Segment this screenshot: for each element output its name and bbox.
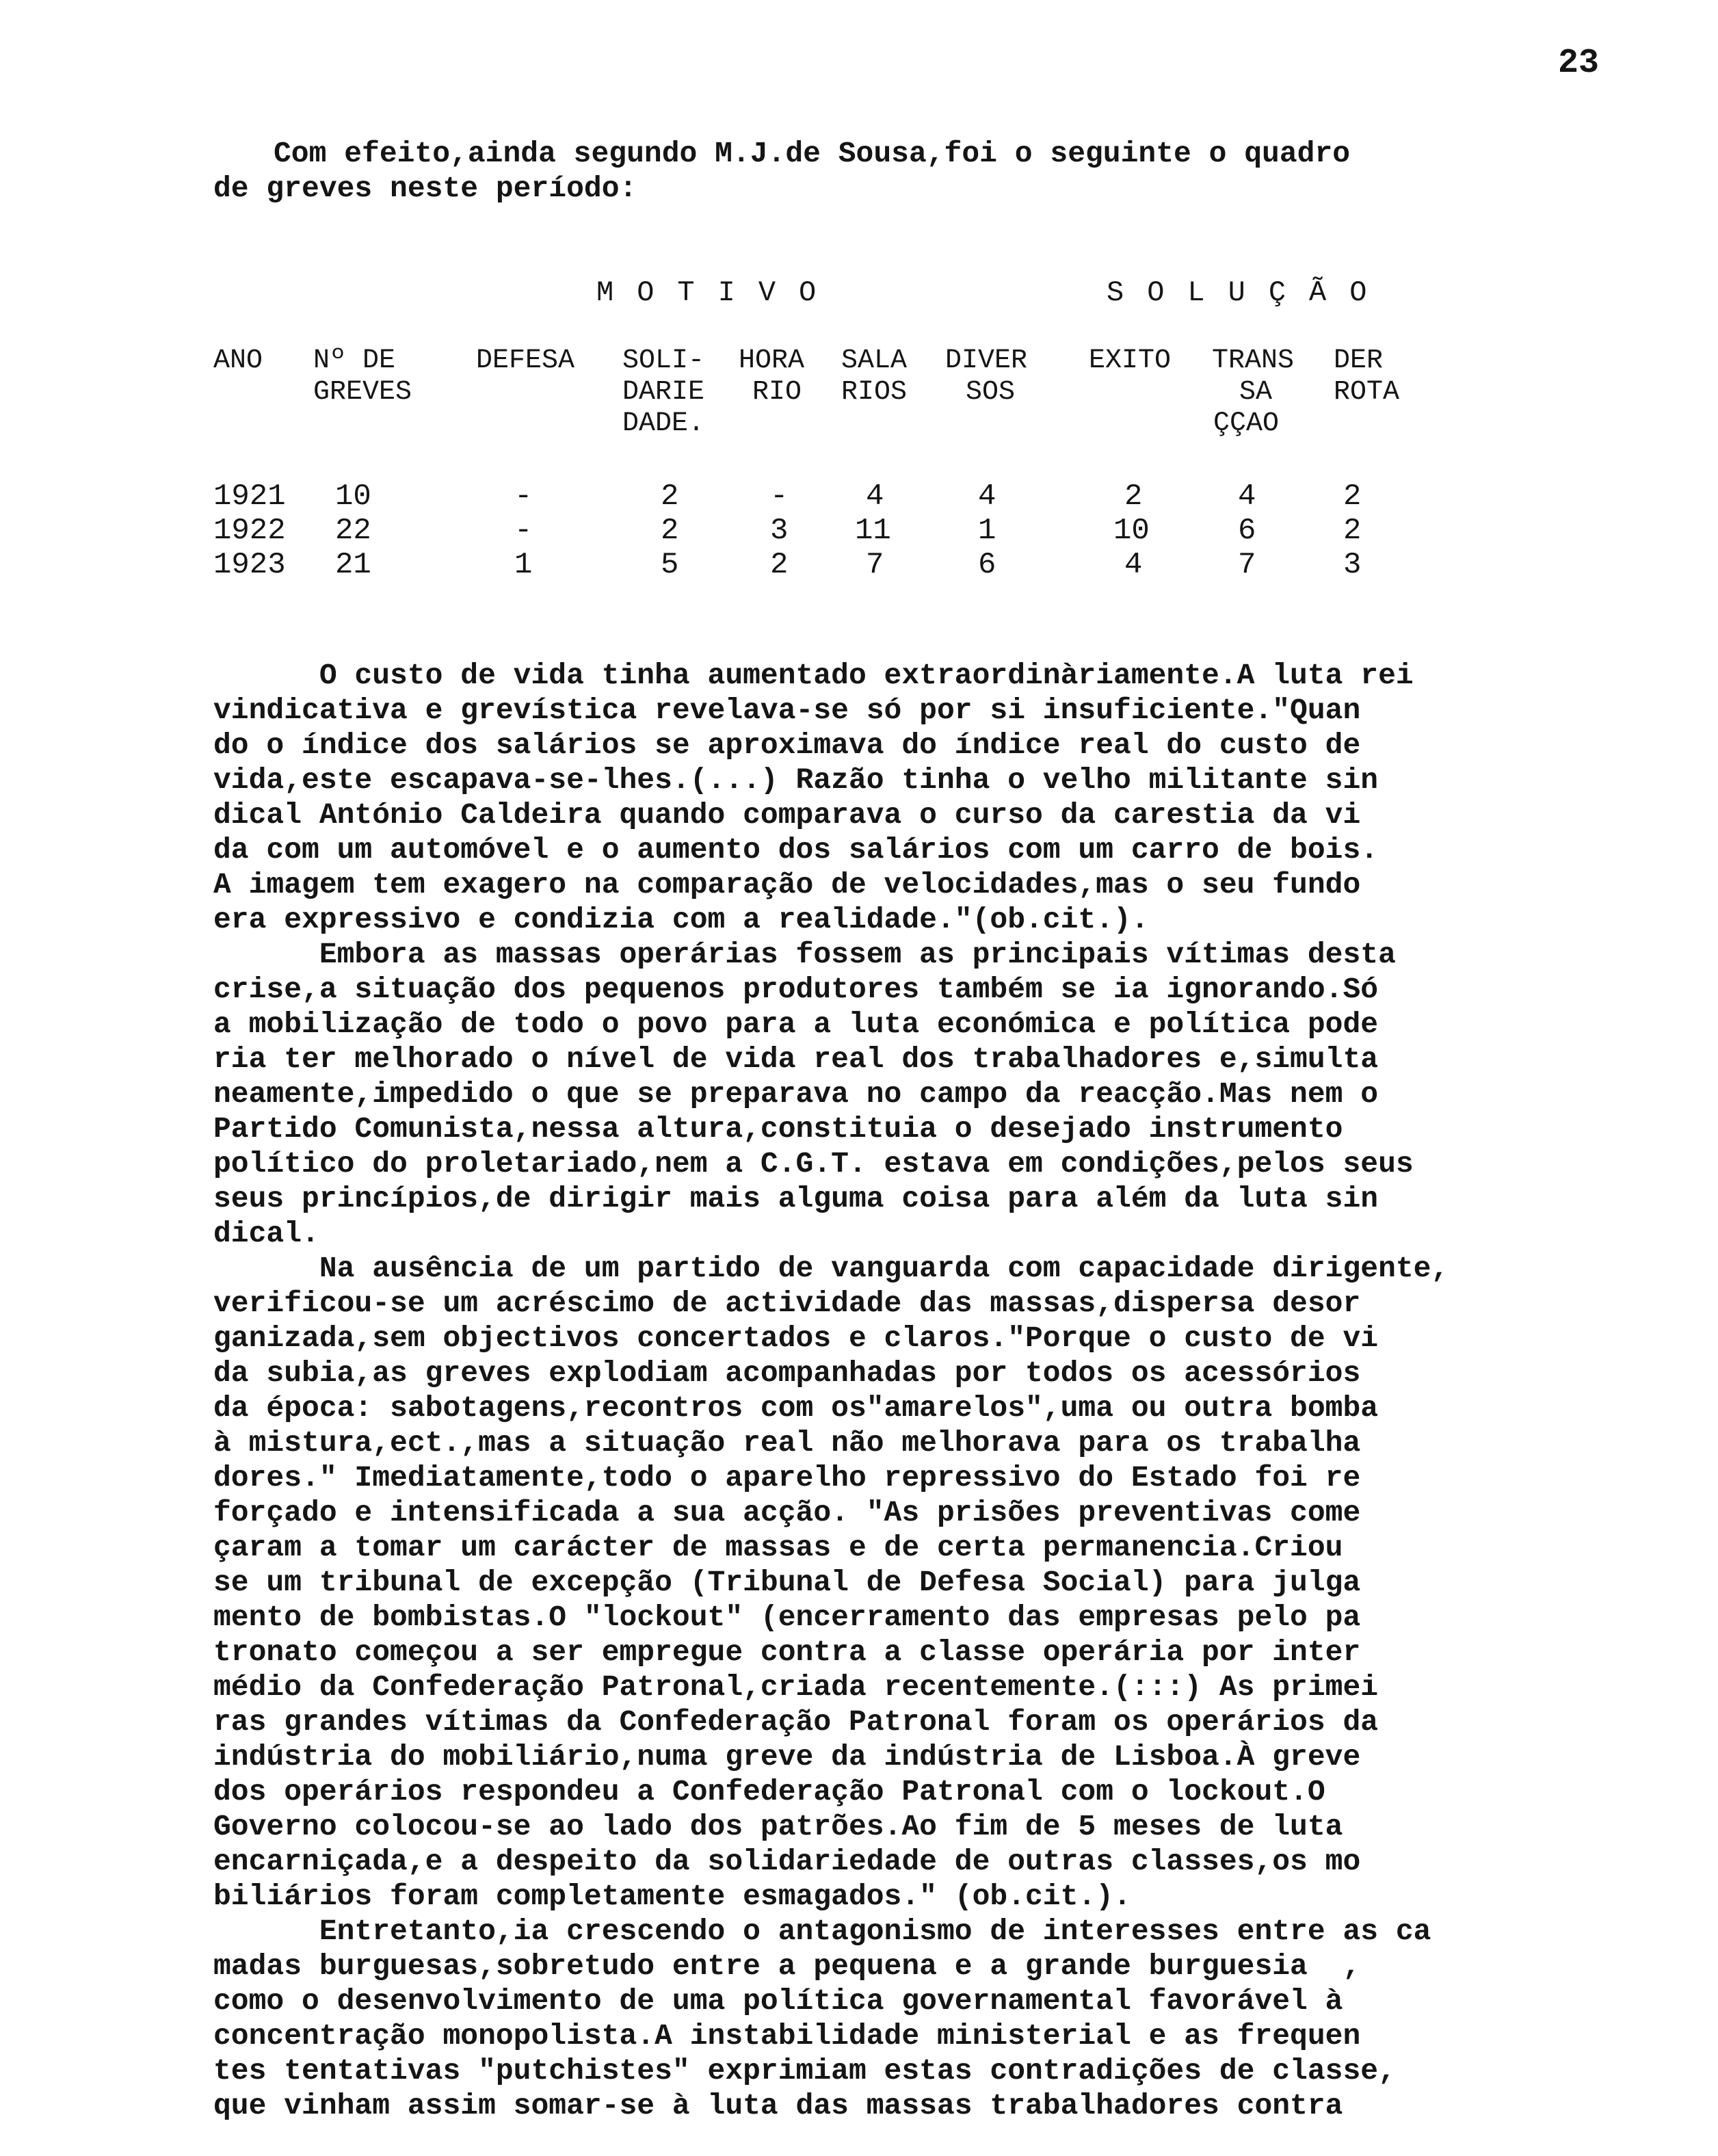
col-header-solidariedade-3: DADE. (622, 408, 705, 439)
body-line: político do proletariado,nem a C.G.T. estava em condições,pelos seus (213, 1147, 1414, 1181)
intro-line: de greves neste período: (213, 172, 637, 205)
body-line: ria ter melhorado o nível de vida real dos trabalhadores e,simulta (213, 1042, 1379, 1076)
col-header-salarios-2: RIOS (841, 377, 908, 408)
col-header-greves-1: Nº DE (313, 345, 396, 376)
body-line: dical António Caldeira quando comparava o curso da carestia da vi (213, 798, 1361, 832)
cell-transacao: 7 (1238, 548, 1256, 582)
body-line: era expressivo e condizia com a realidade."(ob.cit.). (213, 903, 1149, 936)
body-line: Governo colocou-se ao lado dos patrões.Ao fim de 5 meses de luta (213, 1810, 1343, 1843)
body-line: se um tribunal de excepção (Tribunal de Defesa Social) para julga (213, 1566, 1361, 1599)
col-header-diversos-1: DIVER (945, 345, 1028, 376)
cell-salarios: 11 (855, 514, 891, 548)
body-line: da subia,as greves explodiam acompanhadas por todos os acessórios (213, 1356, 1361, 1390)
body-line: biliários foram completamente esmagados." (ob.cit.). (213, 1880, 1131, 1913)
body-line: encarniçada,e a despeito da solidariedade de outras classes,os mo (213, 1845, 1361, 1878)
body-line: vindicativa e grevística revelava-se só por si insuficiente."Quan (213, 694, 1361, 727)
body-line: mento de bombistas.O "lockout" (encerramento das empresas pelo pa (213, 1601, 1361, 1634)
cell-ano: 1923 (213, 548, 286, 582)
body-line: como o desenvolvimento de uma política governamental favorável à (213, 1984, 1343, 2018)
strikes-table (205, 270, 1436, 592)
col-header-transacao-1: TRANS (1212, 345, 1295, 376)
body-line: dos operários respondeu a Confederação Patronal com o lockout.O (213, 1775, 1325, 1809)
body-line: da com um automóvel e o aumento dos salários com um carro de bois. (213, 833, 1379, 867)
body-line: que vinham assim somar-se à luta das massas trabalhadores contra (213, 2089, 1343, 2122)
cell-derrota: 2 (1343, 479, 1362, 514)
body-line: indústria do mobiliário,numa greve da indústria de Lisboa.À greve (213, 1740, 1361, 1774)
body-line: dical. (213, 1217, 319, 1250)
cell-ano: 1922 (213, 514, 286, 548)
col-header-ano: ANO (213, 345, 263, 376)
body-line: çaram a tomar um carácter de massas e de certa permanencia.Criou (213, 1531, 1343, 1564)
cell-exito: 4 (1124, 548, 1143, 582)
body-line: Embora as massas operárias fossem as principais vítimas desta (213, 938, 1396, 971)
col-header-derrota-2: ROTA (1334, 377, 1400, 408)
body-line: a mobilização de todo o povo para a luta económica e política pode (213, 1008, 1379, 1041)
body-line: Na ausência de um partido de vanguarda com capacidade dirigente, (213, 1252, 1449, 1285)
cell-solidariedade: 5 (661, 548, 679, 582)
body-line: Entretanto,ia crescendo o antagonismo de interesses entre as ca (213, 1915, 1431, 1948)
col-header-diversos-2: SOS (966, 377, 1016, 408)
cell-solidariedade: 2 (661, 514, 679, 548)
cell-solidariedade: 2 (661, 479, 679, 514)
body-line: do o índice dos salários se aproximava do índice real do custo de (213, 728, 1361, 762)
group-header-motivo: MOTIVO (596, 276, 840, 309)
col-header-transacao-3: ÇÇAO (1213, 408, 1280, 439)
cell-defesa: 1 (514, 548, 533, 582)
cell-defesa: - (514, 479, 533, 514)
cell-transacao: 6 (1238, 514, 1256, 548)
cell-derrota: 3 (1343, 548, 1362, 582)
cell-greves: 21 (335, 548, 371, 582)
body-line: forçado e intensificada a sua acção. "As prisões preventivas come (213, 1496, 1361, 1529)
body-line: dores." Imediatamente,todo o aparelho repressivo do Estado foi re (213, 1461, 1361, 1495)
cell-greves: 22 (335, 514, 371, 548)
cell-horario: 3 (770, 514, 789, 548)
cell-horario: 2 (770, 548, 789, 582)
cell-exito: 10 (1113, 514, 1150, 548)
body-line: à mistura,ect.,mas a situação real não melhorava para os trabalha (213, 1426, 1361, 1460)
cell-diversos: 6 (978, 548, 996, 582)
group-header-solucao: SOLUÇÃO (1107, 276, 1390, 309)
cell-salarios: 4 (866, 479, 884, 514)
body-line: A imagem tem exagero na comparação de velocidades,mas o seu fundo (213, 868, 1361, 902)
col-header-exito: EXITO (1089, 345, 1172, 376)
body-line: concentração monopolista.A instabilidade ministerial e as frequen (213, 2019, 1361, 2053)
intro-line: Com efeito,ainda segundo M.J.de Sousa,foi o seguinte o quadro (274, 137, 1351, 170)
col-header-solidariedade-1: SOLI- (622, 345, 705, 376)
body-line: O custo de vida tinha aumentado extraordinàriamente.A luta rei (213, 659, 1414, 692)
cell-derrota: 2 (1343, 514, 1362, 548)
cell-defesa: - (514, 514, 533, 548)
body-line: médio da Confederação Patronal,criada recentemente.(:::) As primei (213, 1670, 1379, 1704)
cell-horario: - (770, 479, 789, 514)
body-line: madas burguesas,sobretudo entre a pequena e a grande burguesia , (213, 1949, 1361, 1983)
cell-greves: 10 (335, 479, 371, 514)
cell-salarios: 7 (866, 548, 884, 582)
col-header-transacao-2: SA (1239, 377, 1273, 408)
col-header-horario-2: RIO (752, 377, 802, 408)
body-line: tes tentativas "putchistes" exprimiam estas contradições de classe, (213, 2054, 1396, 2088)
col-header-salarios-1: SALA (841, 345, 908, 376)
cell-transacao: 4 (1238, 479, 1256, 514)
col-header-defesa: DEFESA (476, 345, 575, 376)
body-line: vida,este escapava-se-lhes.(...) Razão tinha o velho militante sin (213, 763, 1379, 797)
cell-diversos: 1 (978, 514, 996, 548)
body-line: ganizada,sem objectivos concertados e claros."Porque o custo de vi (213, 1322, 1379, 1355)
col-header-horario-1: HORA (739, 345, 805, 376)
cell-diversos: 4 (978, 479, 996, 514)
body-line: da época: sabotagens,recontros com os"amarelos",uma ou outra bomba (213, 1391, 1379, 1425)
body-line: seus princípios,de dirigir mais alguma coisa para além da luta sin (213, 1182, 1379, 1215)
body-text (213, 658, 1578, 2123)
body-line: verificou-se um acréscimo de actividade das massas,dispersa desor (213, 1287, 1361, 1320)
page-number: 23 (1558, 44, 1600, 83)
col-header-greves-2: GREVES (313, 377, 412, 408)
body-line: neamente,impedido o que se preparava no campo da reacção.Mas nem o (213, 1077, 1379, 1111)
body-line: tronato começou a ser empregue contra a classe operária por inter (213, 1635, 1361, 1669)
intro-paragraph (213, 137, 1554, 207)
body-line: ras grandes vítimas da Confederação Patronal foram os operários da (213, 1705, 1379, 1739)
body-line: Partido Comunista,nessa altura,constituia o desejado instrumento (213, 1112, 1343, 1146)
col-header-solidariedade-2: DARIE (622, 377, 705, 408)
cell-exito: 2 (1124, 479, 1143, 514)
col-header-derrota-1: DER (1334, 345, 1384, 376)
cell-ano: 1921 (213, 479, 286, 514)
body-line: crise,a situação dos pequenos produtores também se ia ignorando.Só (213, 973, 1379, 1006)
